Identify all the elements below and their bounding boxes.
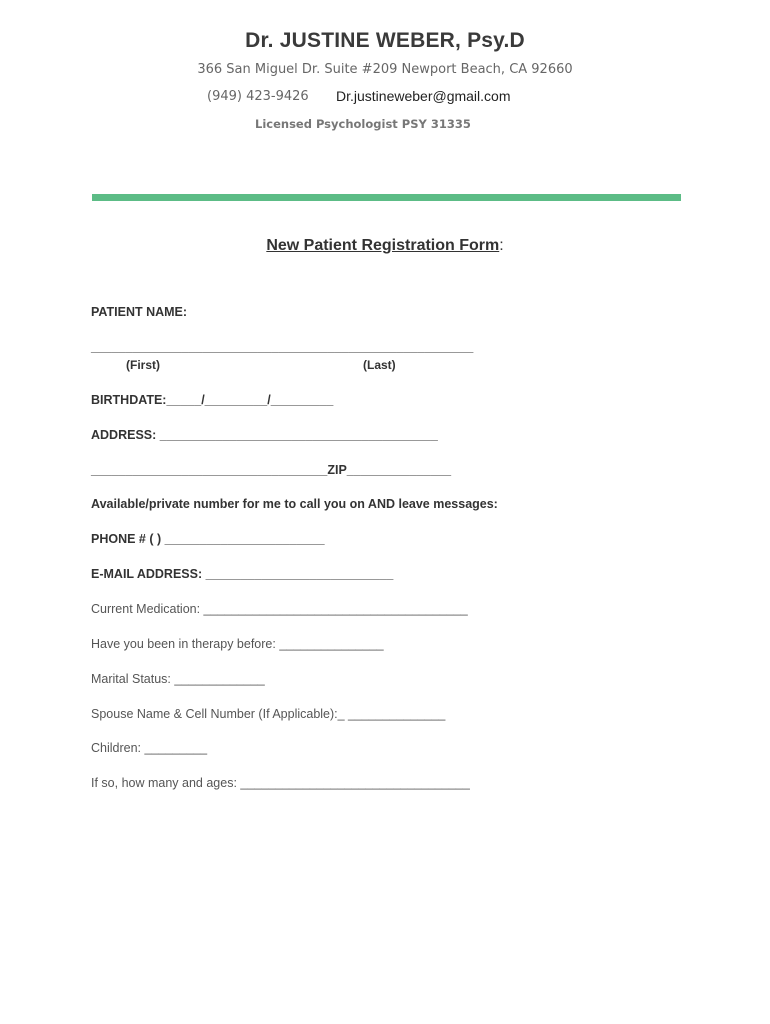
- children-ages-field[interactable]: If so, how many and ages: _________________________________: [91, 776, 470, 790]
- address-field[interactable]: ADDRESS: ________________________________________: [91, 428, 438, 442]
- first-name-caption: (First): [126, 358, 160, 372]
- email-field[interactable]: E-MAIL ADDRESS: ___________________________: [91, 567, 394, 581]
- marital-status-field[interactable]: Marital Status: _____________: [91, 672, 265, 686]
- practice-email[interactable]: Dr.justineweber@gmail.com: [336, 88, 511, 104]
- patient-name-label: PATIENT NAME:: [91, 305, 188, 319]
- children-field[interactable]: Children: _________: [91, 741, 208, 755]
- form-title-suffix: :: [499, 237, 504, 254]
- doctor-name: Dr. JUSTINE WEBER, Psy.D: [245, 29, 525, 52]
- form-title: [0, 237, 770, 255]
- practice-address: 366 San Miguel Dr. Suite #209 Newport Beach, CA 92660: [197, 62, 573, 77]
- medication-field[interactable]: Current Medication: ______________________________________: [91, 602, 468, 616]
- form-title-text: New Patient Registration Form: [266, 237, 500, 254]
- phone-field[interactable]: PHONE # ( ) _______________________: [91, 532, 325, 546]
- patient-name-line[interactable]: _______________________________________________________: [91, 340, 474, 354]
- city-zip-field[interactable]: __________________________________ZIP_______________: [91, 463, 452, 477]
- last-name-caption: (Last): [363, 358, 396, 372]
- header-divider: [92, 194, 681, 201]
- therapy-history-field[interactable]: Have you been in therapy before: _______________: [91, 637, 384, 651]
- spouse-field[interactable]: Spouse Name & Cell Number (If Applicable):_ ______________: [91, 707, 446, 721]
- license-number: Licensed Psychologist PSY 31335: [255, 117, 471, 131]
- phone-note: Available/private number for me to call you on AND leave messages:: [91, 497, 498, 511]
- birthdate-field[interactable]: BIRTHDATE:_____/_________/_________: [91, 393, 334, 407]
- practice-phone: (949) 423-9426: [207, 89, 309, 104]
